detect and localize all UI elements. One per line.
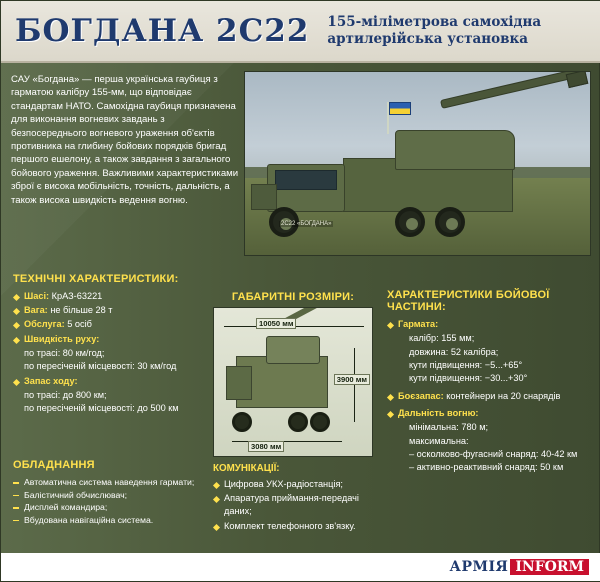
communications-heading: КОМУНІКАЦІЇ: <box>213 463 280 474</box>
range-min: мінімальна: 780 м; <box>409 422 489 433</box>
wheel <box>435 207 465 237</box>
spec-label: Швидкість руху: <box>24 333 100 344</box>
range-road: по трасі: до 800 км; <box>24 390 107 401</box>
ammo-value: контейнери на 20 снарядів <box>446 390 561 401</box>
range-he-shell: – осколково-фугасний снаряд: 40-42 км <box>409 449 578 460</box>
list-item <box>13 333 205 346</box>
list-item: Автоматична система наведення гармати; <box>13 476 213 489</box>
spec-value: КрАЗ-63221 <box>51 291 103 301</box>
gun-length: довжина: 52 калібра; <box>409 346 499 357</box>
dimensions-section <box>213 291 373 457</box>
range-list <box>13 375 205 388</box>
gun-traverse: кути підвищення: −30...+30° <box>409 373 528 384</box>
range-max-label: максимальна: <box>409 435 469 446</box>
height-dim-line <box>354 348 355 422</box>
range-rocket-shell: – активно-реактивний снаряд: 50 км <box>409 462 564 473</box>
main-vehicle-photo <box>244 71 591 256</box>
dimensions-diagram <box>213 307 373 457</box>
range-offroad: по пересіченій місцевості: до 500 км <box>24 403 179 414</box>
spec-label: Вага: <box>24 305 48 316</box>
ammo-list <box>387 390 593 403</box>
diagram-wheel <box>232 412 252 432</box>
vehicle-turret <box>395 130 515 170</box>
spec-label: Обслуга: <box>24 319 65 330</box>
communications-list <box>213 478 381 533</box>
diagram-wheel <box>288 412 308 432</box>
list-item: Цифрова УКХ-радіостанція; <box>213 478 381 491</box>
spec-value: 5 осіб <box>67 319 92 330</box>
gun-list <box>387 318 593 331</box>
tech-specs-section <box>13 273 205 415</box>
equipment-section <box>13 459 213 526</box>
range-label: Дальність вогню: <box>398 408 479 419</box>
list-item: Апаратура приймання-передачі даних; <box>213 492 381 518</box>
poster-footer <box>1 553 600 581</box>
height-label: 3900 мм <box>334 374 370 385</box>
list-item: Комплект телефонного зв'язку. <box>213 520 381 533</box>
fire-range-list <box>387 407 593 420</box>
dimensions-heading: ГАБАРИТНІ РОЗМІРИ: <box>231 291 355 303</box>
length-label: 10050 мм <box>256 318 296 329</box>
gun-elevation: кути підвищення: −5...+65° <box>409 360 523 371</box>
list-item <box>13 375 205 388</box>
speed-offroad: по пересіченій місцевості: 30 км/год <box>24 360 177 371</box>
list-item <box>387 390 593 403</box>
list-item <box>13 290 205 303</box>
photo-caption: 2С22 «БОГДАНА» <box>281 221 332 227</box>
list-item: Балістичний обчислювач; <box>13 489 213 502</box>
brand-inform: INFORM <box>510 559 589 575</box>
wheel <box>395 207 425 237</box>
list-item <box>13 318 205 331</box>
equipment-list <box>13 476 213 526</box>
list-item: Дисплей командира; <box>13 501 213 514</box>
poster-header <box>1 1 600 63</box>
cab-window <box>275 170 337 190</box>
speed-road: по трасі: 80 км/год; <box>24 347 105 358</box>
page-subtitle: 155-міліметрова самохідна артилерійська установка <box>327 14 542 47</box>
vehicle-hood <box>251 184 277 210</box>
width-label: 3080 мм <box>248 441 284 452</box>
spec-label: Запас ходу: <box>24 375 78 386</box>
spec-value: не більше 28 т <box>50 305 113 316</box>
gun-caliber: калібр: 155 мм; <box>409 333 475 344</box>
diagram-cab <box>226 366 252 400</box>
ammo-label: Боєзапас: <box>398 390 444 401</box>
list-item <box>387 407 593 420</box>
spec-label: Шасі: <box>24 291 50 301</box>
diagram-wheel <box>310 412 330 432</box>
ukraine-flag-icon <box>389 102 411 115</box>
page-title: БОГДАНА 2С22 <box>15 13 310 49</box>
diagram-turret <box>266 336 320 364</box>
equipment-heading: ОБЛАДНАННЯ <box>13 459 95 471</box>
intro-paragraph: САУ «Богдана» — перша українська гаубиця з гарматою калібру 155-мм, що відповідає стандартам НАТО. Самохідна гаубиця призначена для виконання вогневих завдань з безпосереднього вогневого ураження об'єктів противника на глибину бойових порядків бригад першого ешелону, а також завдання з загального бойового ураження. Важливими характеристиками зброї є висока мобільність, точність, дальність, а також висока швидкість ведення вогню. <box>11 74 239 206</box>
list-item <box>13 304 205 317</box>
brand-armiya: АРМІЯ <box>449 559 509 575</box>
combat-specs-section <box>387 289 593 475</box>
combat-specs-heading: ХАРАКТЕРИСТИКИ БОЙОВОЇ ЧАСТИНИ: <box>387 289 550 313</box>
communications-section <box>213 463 381 534</box>
list-item: Вбудована навігаційна система. <box>13 514 213 527</box>
list-item <box>387 318 593 331</box>
gun-label: Гармата: <box>398 319 439 329</box>
tech-specs-heading: ТЕХНІЧНІ ХАРАКТЕРИСТИКИ: <box>13 273 179 285</box>
tech-specs-list <box>13 290 205 346</box>
